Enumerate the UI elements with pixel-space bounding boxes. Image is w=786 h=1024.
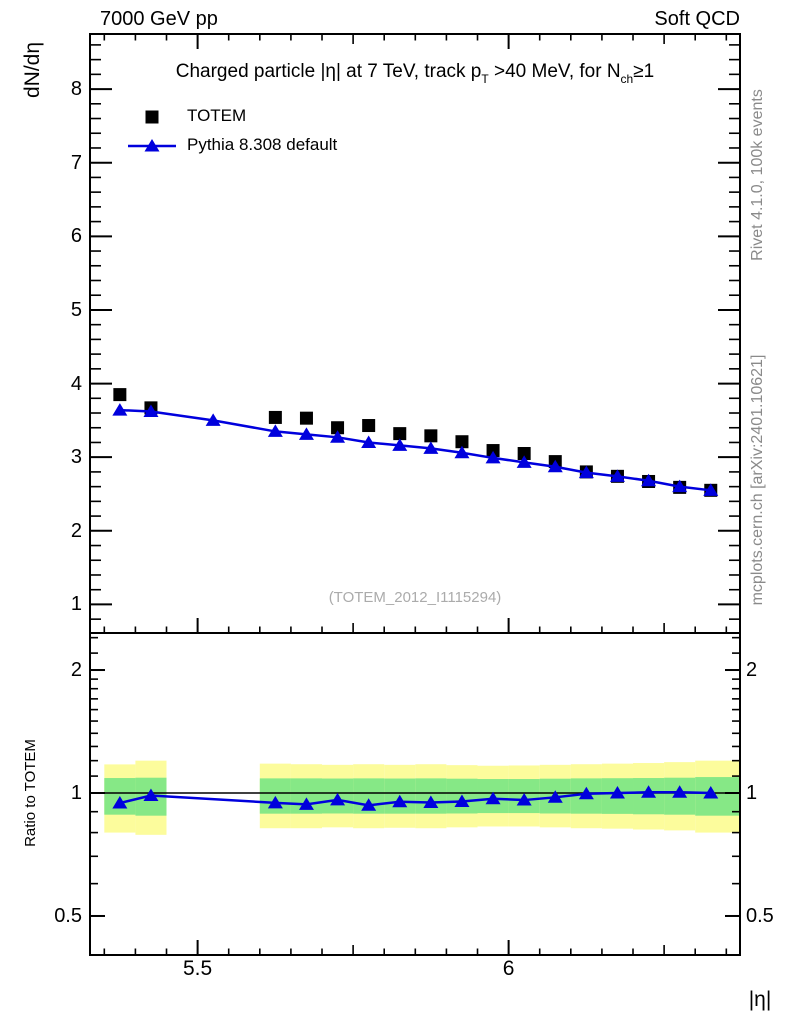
legend-item-label: TOTEM [187, 106, 247, 125]
y-tick-label: 6 [70, 225, 82, 248]
totem-data-point [424, 429, 437, 442]
y-tick-label: 1 [70, 593, 82, 616]
mcplots-reference-note: mcplots.cern.ch [arXiv:2401.10621] [749, 354, 766, 606]
legend-marker-square-icon [128, 109, 176, 125]
y-axis-title: dN/dη [21, 41, 44, 99]
y-tick-label: 7 [70, 151, 82, 174]
plot-title-text: >40 MeV, for N [488, 61, 621, 82]
plot-title-subscript: T [481, 72, 489, 86]
legend [128, 103, 448, 161]
analysis-id-watermark: (TOTEM_2012_I1115294) [328, 589, 502, 606]
x-tick-label: 5.5 [182, 957, 213, 980]
y-tick-label: 8 [70, 78, 82, 101]
totem-data-point [362, 419, 375, 432]
legend-item-label: Pythia 8.308 default [187, 135, 338, 154]
plot-title [90, 61, 740, 86]
totem-data-point [393, 427, 406, 440]
plot-title-text: Charged particle |η| at 7 TeV, track p [175, 61, 482, 82]
y-tick-label: 4 [70, 372, 82, 395]
ratio-tick-label-left: 0.5 [54, 904, 82, 927]
x-tick-label: 6 [502, 957, 515, 980]
ratio-tick-label-right: 1 [746, 782, 758, 804]
totem-data-point [269, 411, 282, 424]
y-tick-label: 3 [70, 446, 82, 469]
beam-energy-label: 7000 GeV pp [100, 8, 218, 30]
x-axis-title: |η| [748, 988, 772, 1011]
legend-item [128, 132, 448, 161]
y-tick-label: 5 [70, 298, 82, 321]
ratio-tick-label-left: 1 [70, 782, 82, 804]
ratio-tick-label-left: 2 [70, 659, 82, 682]
ratio-axis-title: Ratio to TOTEM [22, 739, 39, 847]
legend-marker-triangle-line-icon [128, 138, 176, 154]
plot-title-subscript: ch [620, 72, 634, 86]
totem-data-point [300, 412, 313, 425]
ratio-stat-uncertainty-band [695, 777, 740, 816]
rivet-version-note: Rivet 4.1.0, 100k events [749, 89, 766, 261]
plot-title-text: ≥1 [633, 61, 655, 82]
y-tick-label: 2 [70, 519, 82, 542]
legend-item [128, 103, 448, 132]
ratio-tick-label-right: 0.5 [746, 904, 774, 927]
ratio-tick-label-right: 2 [746, 659, 758, 682]
process-group-label: Soft QCD [654, 8, 740, 30]
totem-data-point [113, 388, 126, 401]
